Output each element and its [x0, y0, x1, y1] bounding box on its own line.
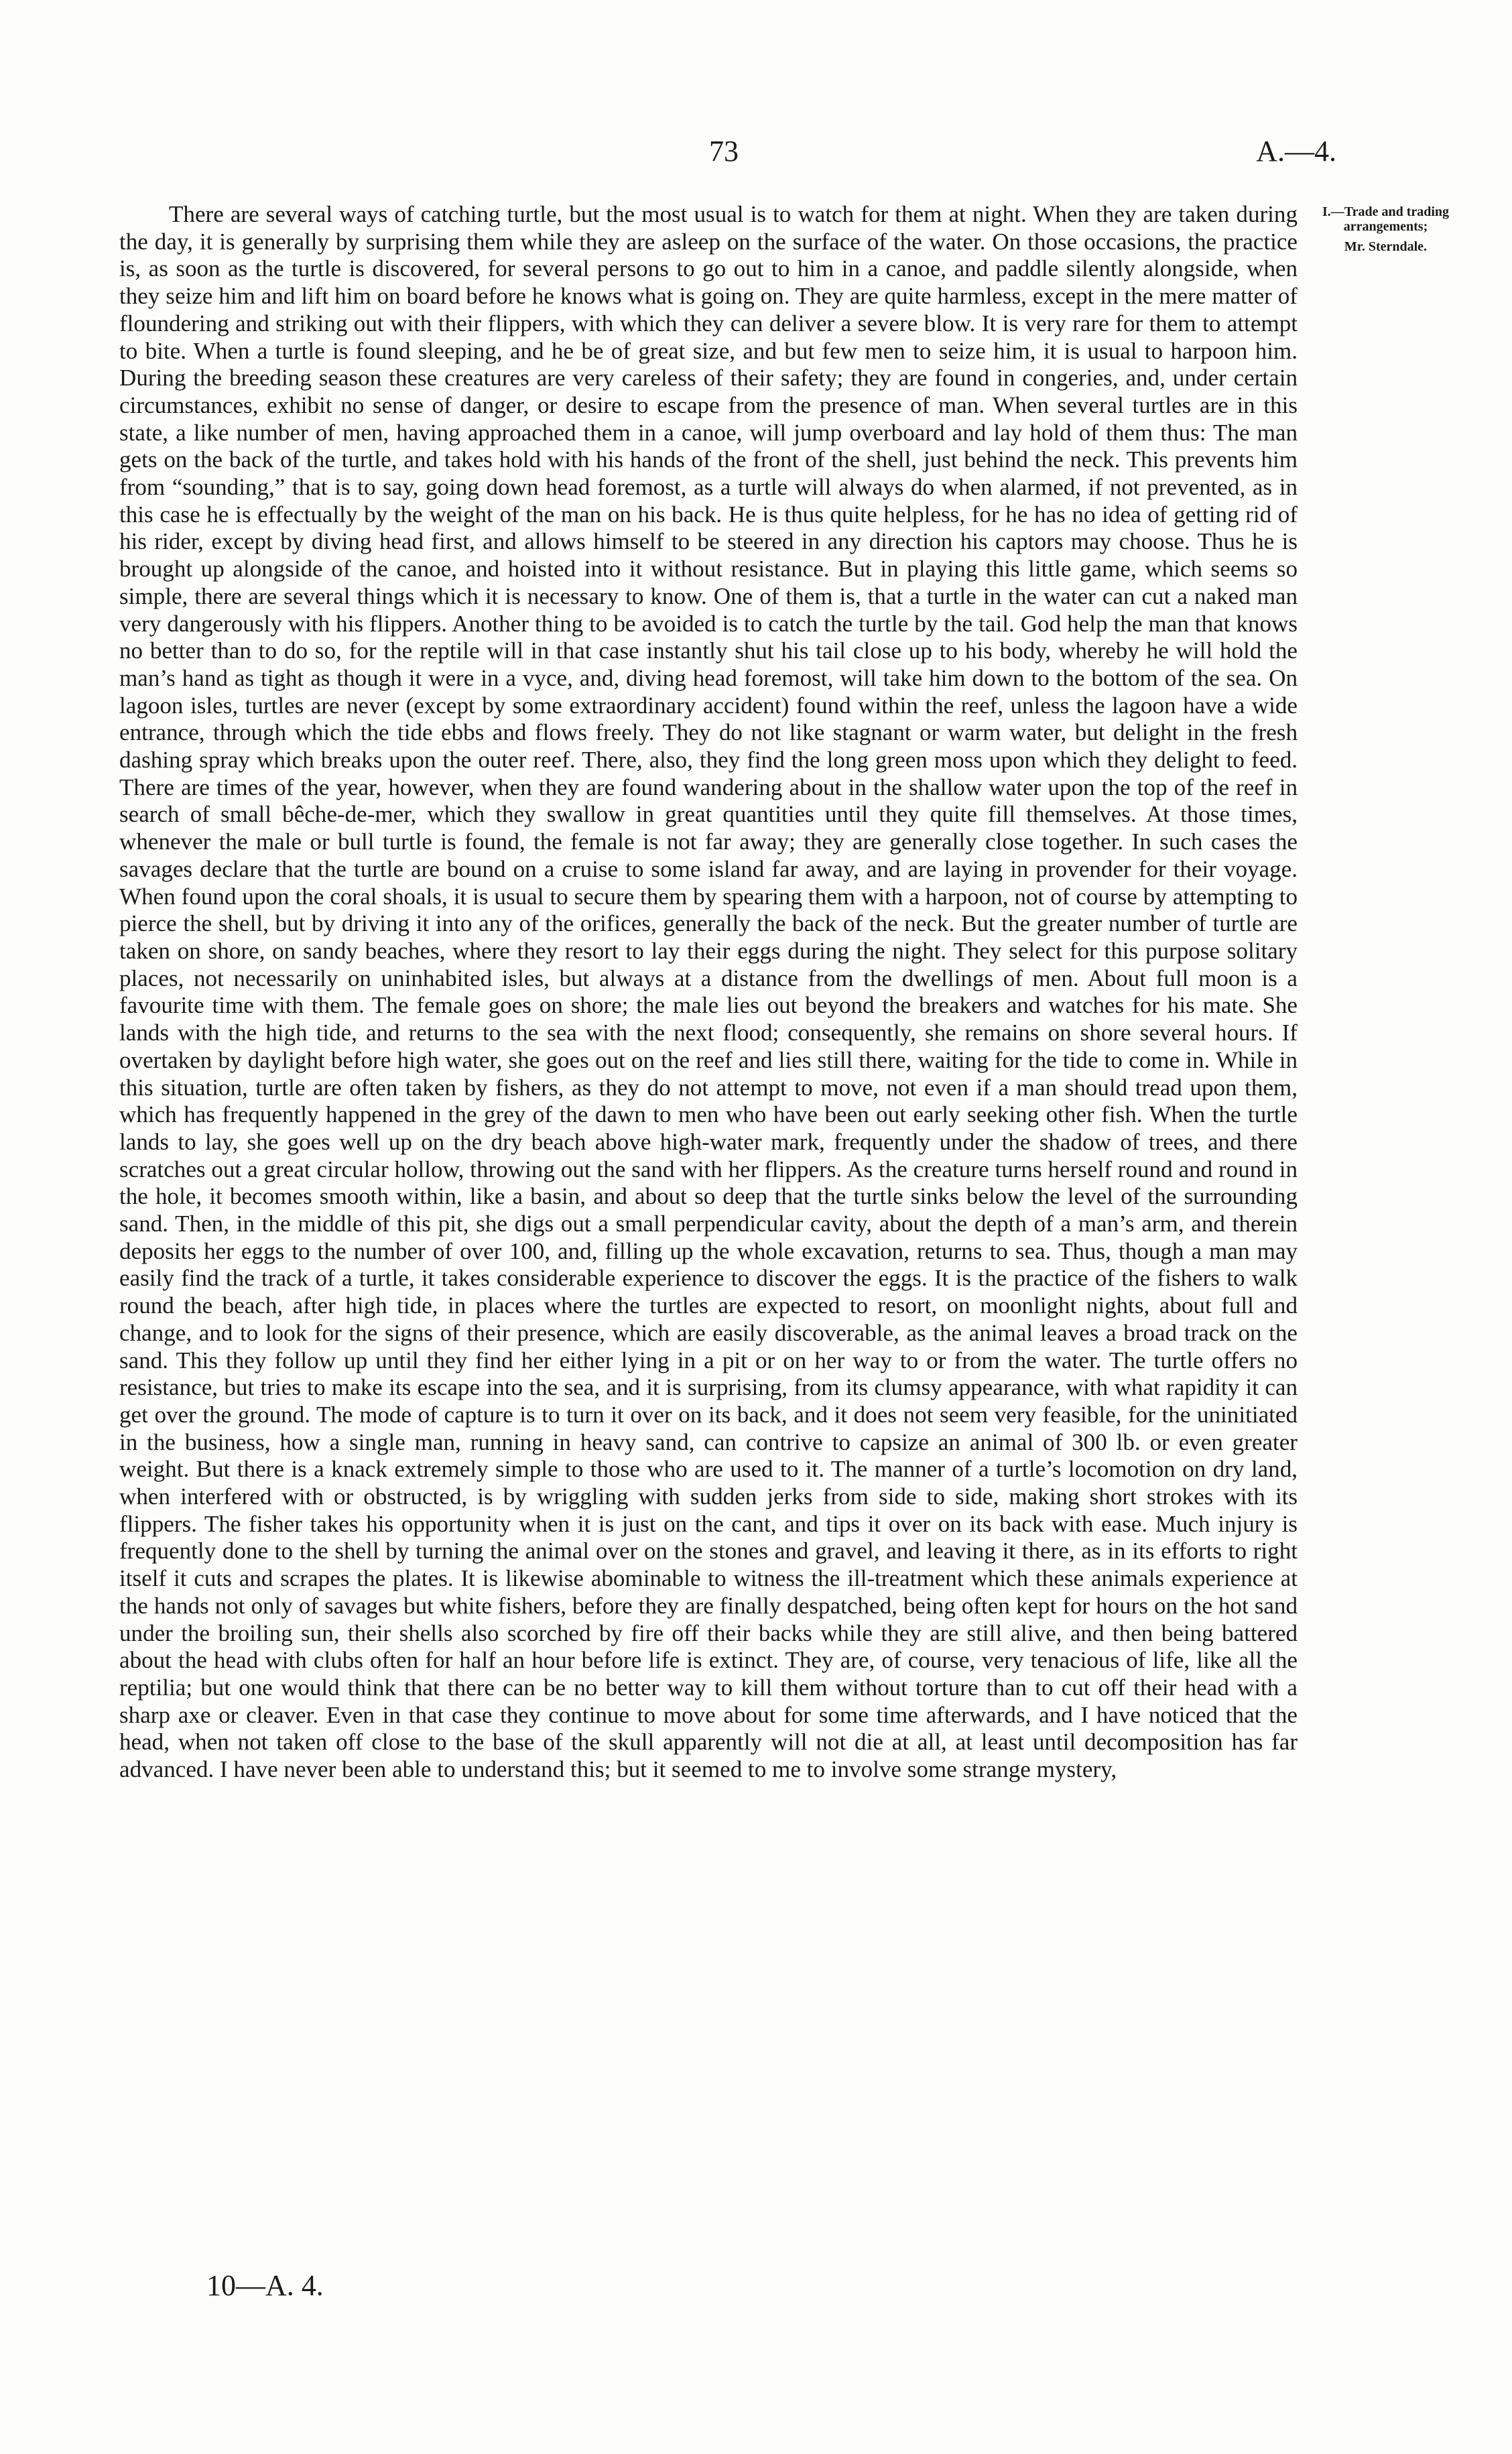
margin-note-speaker: Mr. Sterndale.: [1344, 239, 1428, 254]
body-text: [119, 201, 1298, 1784]
footer-signature-ref: 10—A. 4.: [206, 2269, 324, 2302]
body-paragraph: There are several ways of catching turtle, but the most usual is to watch for them at night. When they are taken during the day, it is generally by surprising them while they are asleep on the surface of the water. On those occasions, the practice is, as soon as the turtle is discovered, for several persons to go out to him in a canoe, and paddle silently alongside, when they seize him and lift him on board before he knows what is going on. They are quite harmless, except in the mere matter of floundering and striking out with their flippers, with which they can deliver a severe blow. It is very rare for them to attempt to bite. When a turtle is found sleeping, and he be of great size, and but few men to seize him, it is usual to harpoon him. During the breeding season these creatures are very careless of their safety; they are found in congeries, and, under certain circumstances, exhibit no sense of danger, or desire to escape from the presence of man. When several turtles are in this state, a like number of men, having approached them in a canoe, will jump overboard and lay hold of them thus: The man gets on the back of the turtle, and takes hold with his hands of the front of the shell, just behind the neck. This prevents him from “sounding,” that is to say, going down head foremost, as a turtle will always do when alarmed, if not prevented, as in this case he is effectually by the weight of the man on his back. He is thus quite helpless, for he has no idea of getting rid of his rider, except by diving head first, and allows himself to be steered in any direction his captors may choose. Thus he is brought up alongside of the canoe, and hoisted into it without resistance. But in playing this little game, which seems so simple, there are several things which it is necessary to know. One of them is, that a turtle in the water can cut a naked man very dangerously with his flippers. Another thing to be avoided is to catch the turtle by the tail. God help the man that knows no better than to do so, for the reptile will in that case instantly shut his tail close up to his body, whereby he will hold the man’s hand as tight as though it were in a vyce, and, diving head foremost, will take him down to the bottom of the sea. On lagoon isles, turtles are never (except by some extraordinary accident) found within the reef, unless the lagoon have a wide entrance, through which the tide ebbs and flows freely. They do not like stagnant or warm water, but delight in the fresh dashing spray which breaks upon the outer reef. There, also, they find the long green moss upon which they delight to feed. There are times of the year, however, when they are found wandering about in the shallow water upon the top of the reef in search of small bêche-de-mer, which they swallow in great quantities until they quite fill themselves. At those times, whenever the male or bull turtle is found, the female is not far away; they are generally close together. In such cases the savages declare that the turtle are bound on a cruise to some island far away, and are laying in provender for their voyage. When found upon the coral shoals, it is usual to secure them by spearing them with a harpoon, not of course by attempting to pierce the shell, but by driving it into any of the orifices, generally the back of the neck. But the greater number of turtle are taken on shore, on sandy beaches, where they resort to lay their eggs during the night. They select for this purpose solitary places, not necessarily on uninhabited isles, but always at a distance from the dwellings of men. About full moon is a favourite time with them. The female goes on shore; the male lies out beyond the breakers and watches for his mate. She lands with the high tide, and returns to the sea with the next flood; consequently, she remains on shore several hours. If overtaken by daylight before high water, she goes out on the reef and lies still there, waiting for the tide to come in. While in this situation, turtle are often taken by fishers, as they do not attempt to move, not even if a man should tread upon them, which has frequently happened in the grey of the dawn to men who have been out early seeking other fish. When the turtle lands to lay, she goes well up on the dry beach above high-water mark, frequently under the shadow of trees, and there scratches out a great circular hollow, throwing out the sand with her flippers. As the creature turns herself round and round in the hole, it becomes smooth within, like a basin, and about so deep that the turtle sinks below the level of the surrounding sand. Then, in the middle of this pit, she digs out a small perpendicular cavity, about the depth of a man’s arm, and therein deposits her eggs to the number of over 100, and, filling up the whole excavation, returns to sea. Thus, though a man may easily find the track of a turtle, it takes considerable experience to discover the eggs. It is the practice of the fishers to walk round the beach, after high tide, in places where the turtles are expected to resort, on moonlight nights, about full and change, and to look for the signs of their presence, which are easily discoverable, as the animal leaves a broad track on the sand. This they follow up until they find her either lying in a pit or on her way to or from the water. The turtle offers no resistance, but tries to make its escape into the sea, and it is surprising, from its clumsy appearance, with what rapidity it can get over the ground. The mode of capture is to turn it over on its back, and it does not seem very feasible, for the uninitiated in the business, how a single man, running in heavy sand, can contrive to capsize an animal of 300 lb. or even greater weight. But there is a knack extremely simple to those who are used to it. The manner of a turtle’s locomotion on dry land, when interfered with or obstructed, is by wriggling with sudden jerks from side to side, making short strokes with its flippers. The fisher takes his opportunity when it is just on the cant, and tips it over on its back with ease. Much injury is frequently done to the shell by turning the animal over on the stones and gravel, and leaving it there, as in its efforts to right itself it cuts and scrapes the plates. It is likewise abominable to witness the ill-treatment which these animals experience at the hands not only of savages but white fishers, before they are finally despatched, being often kept for hours on the hot sand under the broiling sun, their shells also scorched by fire off their backs while they are still alive, and then being battered about the head with clubs often for half an hour before life is extinct. They are, of course, very tenacious of life, like all the reptilia; but one would think that there can be no better way to kill them without torture than to cut off their head with a sharp axe or cleaver. Even in that case they continue to move about for some time afterwards, and I have noticed that the head, when not taken off close to the base of the skull apparently will not die at all, at least until decomposition has far advanced. I have never been able to understand this; but it seemed to me to involve some strange mystery,: [119, 201, 1298, 1783]
margin-note: [1310, 204, 1461, 254]
margin-note-section: I.—Trade and trading arrangements;: [1322, 204, 1450, 234]
document-reference: A.—4.: [1256, 135, 1336, 168]
page-number: 73: [709, 135, 739, 168]
